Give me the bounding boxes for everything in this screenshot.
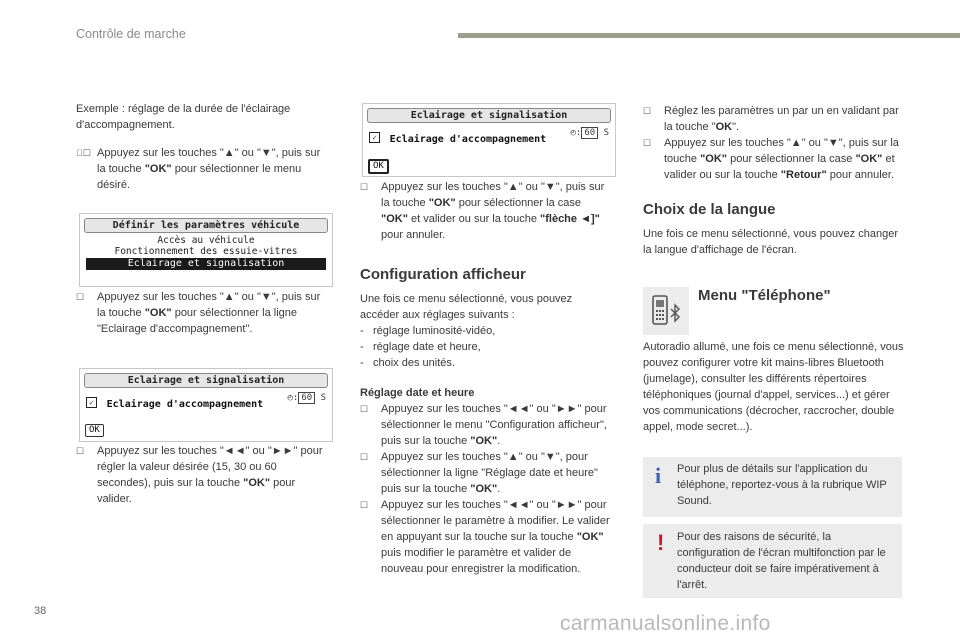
column-2 xyxy=(360,179,610,577)
setting-value: ◴: 60 S xyxy=(287,393,326,403)
screen-lighting-1 xyxy=(79,368,333,442)
checkbox-checked-icon: ✓ xyxy=(86,397,97,408)
language-para: Une fois ce menu sélectionné, vous pouvez changer la langue d'affichage de l'écran. xyxy=(643,228,898,256)
bullet-confirm xyxy=(360,179,610,243)
ok-key-label: "OK" xyxy=(700,153,728,165)
setting-row xyxy=(80,392,332,410)
ok-button: OK xyxy=(85,424,104,437)
ok-key-label: "OK" xyxy=(576,531,604,543)
ok-key-label: "OK" xyxy=(470,435,498,447)
bullet-select-menu xyxy=(76,145,326,193)
bullet-text: et valider ou sur la touche xyxy=(407,213,541,225)
heading-phone xyxy=(698,287,831,304)
header-bar xyxy=(458,33,960,38)
unit-label: S xyxy=(603,128,609,138)
bullet-text: Appuyez sur les touches "◄◄" ou "►►" pour régler la valeur désirée (15, 30 ou 60 secondes), puis sur la touche xyxy=(97,445,323,489)
bullet-set-value xyxy=(76,443,326,507)
checkbox-bullet-icon: ☐ xyxy=(76,446,85,456)
ok-key-label: "OK" xyxy=(243,477,271,489)
heading-language: Choix de la langue xyxy=(643,201,776,218)
bullet-select-line xyxy=(76,289,326,337)
heading-phone-text: Menu "Téléphone" xyxy=(698,287,831,304)
list-item: - réglage luminosité-vidéo, xyxy=(360,325,496,337)
screen-title: Eclairage et signalisation xyxy=(84,373,328,388)
column-1-b xyxy=(76,289,326,337)
ok-key-label: "OK" xyxy=(428,197,456,209)
setting-label: Eclairage d'accompagnement xyxy=(106,399,264,410)
screen-title: Eclairage et signalisation xyxy=(367,108,611,123)
phone-para: Autoradio allumé, une fois ce menu sélectionné, vous pouvez configurer votre kit mains-libres Bluetooth (jumelage), consulter les différents répertoires téléphoniques (journal d'appel, services...) et gérer vos communications (décrocher, raccrocher, double appel, mode secret...). xyxy=(643,341,904,433)
screen-title: Définir les paramètres véhicule xyxy=(84,218,328,233)
checkbox-bullet-icon: ☐ xyxy=(76,292,85,302)
checkbox-bullet-icon: ☐ xyxy=(360,452,369,462)
section-title: Contrôle de marche xyxy=(76,27,186,41)
checkbox-bullet-icon: ☐ xyxy=(360,500,369,510)
bullet-text: pour sélectionner la case xyxy=(455,197,581,209)
setting-label: Eclairage d'accompagnement xyxy=(389,134,547,145)
bullet-text: Appuyez sur les touches "◄◄" ou "►►" pour sélectionner le menu "Configuration afficheur", puis sur la touche xyxy=(381,403,607,447)
list-item: - choix des unités. xyxy=(360,357,455,369)
setting-value: ◴: 60 S xyxy=(570,128,609,138)
menu-line-wipers: Fonctionnement des essuie-vitres xyxy=(114,246,298,257)
info-icon: i xyxy=(655,463,662,488)
menu-line-selected: Eclairage et signalisation xyxy=(86,258,326,270)
ok-key-label: "OK" xyxy=(381,213,408,225)
list-item: - réglage date et heure, xyxy=(360,341,481,353)
value-box: 60 xyxy=(581,127,598,139)
column-1-c xyxy=(76,443,326,507)
screen-lighting-2 xyxy=(362,103,616,177)
ok-key-label: "OK" xyxy=(855,153,883,165)
bullet-text: Appuyez sur les touches "▲" ou "▼", puis sur la touche xyxy=(381,181,605,209)
bullet-validate: ☐ Appuyez sur les touches "▲" ou "▼", puis sur la touche "OK" pour sélectionner la case "OK" et valider ou sur la touche "Retour" pour annuler. xyxy=(643,137,899,181)
bullet-date-3: ☐ Appuyez sur les touches "◄◄" ou "►►" pour sélectionner le paramètre à modifier. Le valider en appuyant sur la touche sur la touche "OK" puis modifier le paramètre et valider de nouveau pour enregistrer la modification. xyxy=(360,499,610,575)
bullet-text: pour valider. xyxy=(97,477,296,505)
checkbox-checked-icon: ✓ xyxy=(369,132,380,143)
warning-icon: ! xyxy=(657,530,665,555)
phone-section xyxy=(643,339,905,435)
page-number: 38 xyxy=(34,605,47,617)
bullet-params: ☐ Réglez les paramètres un par un en validant par la touche "OK". xyxy=(643,105,899,133)
warning-box xyxy=(643,524,902,598)
subheading-date-time: Réglage date et heure xyxy=(360,387,475,399)
bullet-text: pour sélectionner la ligne "Eclairage d'accompagnement". xyxy=(97,307,297,335)
checkbox-bullet-icon: ☐ xyxy=(360,182,369,192)
ok-key-label: "OK" xyxy=(144,307,172,319)
watermark: carmanualsonline.info xyxy=(560,612,771,635)
display-config-para: Une fois ce menu sélectionné, vous pouvez accéder aux réglages suivants : xyxy=(360,293,573,321)
setting-row xyxy=(363,127,615,145)
screen-vehicle-settings xyxy=(79,213,333,287)
column-1 xyxy=(76,101,326,193)
ok-key-label: "OK" xyxy=(144,163,172,175)
checkbox-bullet-icon: ☐ xyxy=(76,148,85,158)
arrow-key-label: "flèche ◄]" xyxy=(540,213,600,225)
unit-label: S xyxy=(320,393,326,403)
checkbox-bullet-icon: ☐ xyxy=(643,138,652,148)
value-box: 60 xyxy=(298,392,315,404)
heading-display-config: Configuration afficheur xyxy=(360,266,526,283)
checkbox-bullet-icon: ☐ xyxy=(360,404,369,414)
menu-line-access: Accès au véhicule xyxy=(157,235,255,246)
ok-button: OK xyxy=(368,159,389,174)
bullet-text: pour annuler. xyxy=(381,229,446,241)
bullet-text: pour sélectionner le menu désiré. xyxy=(97,163,302,191)
back-key-label: "Retour" xyxy=(780,169,827,181)
bullet-text: Appuyez sur les touches "▲" ou "▼", pour sélectionner la ligne "Réglage date et heure" puis sur la touche xyxy=(381,451,598,495)
bullet-text: Appuyez sur les touches "▲" ou "▼", puis sur la touche xyxy=(97,291,321,319)
settings-list xyxy=(360,323,610,371)
phone-bluetooth-icon xyxy=(643,287,689,335)
info-box xyxy=(643,457,902,517)
ok-key-label: OK xyxy=(715,121,733,133)
ok-key-label: "OK" xyxy=(470,483,498,495)
bullet-text: Appuyez sur les touches "◄◄" ou "►►" pour sélectionner le paramètre à modifier. Le valider en appuyant sur la touche sur la touche xyxy=(381,499,610,543)
bullet-text: Appuyez sur les touches "▲" ou "▼", puis sur la touche xyxy=(97,147,321,175)
warning-box-text: Pour des raisons de sécurité, la configuration de l'écran multifonction par le conducteur doit se faire impérativement à l'arrêt. xyxy=(677,531,886,591)
checkbox-bullet-icon: ☐ xyxy=(643,106,652,116)
bullet-text: Appuyez sur les touches "▲" ou "▼", puis sur la touche xyxy=(664,137,899,165)
intro-text: Exemple : réglage de la durée de l'éclairage d'accompagnement. xyxy=(76,103,291,131)
info-box-text: Pour plus de détails sur l'application du téléphone, reportez-vous à la rubrique WIP Sound. xyxy=(677,463,887,507)
bullet-date-1: ☐ Appuyez sur les touches "◄◄" ou "►►" pour sélectionner le menu "Configuration afficheur", puis sur la touche "OK". xyxy=(360,403,607,447)
bullet-text: Réglez les paramètres un par un en validant par la touche " xyxy=(664,105,899,133)
bullet-date-2: ☐ Appuyez sur les touches "▲" ou "▼", pour sélectionner la ligne "Réglage date et heure" puis sur la touche "OK". xyxy=(360,451,598,495)
column-3 xyxy=(643,103,905,258)
